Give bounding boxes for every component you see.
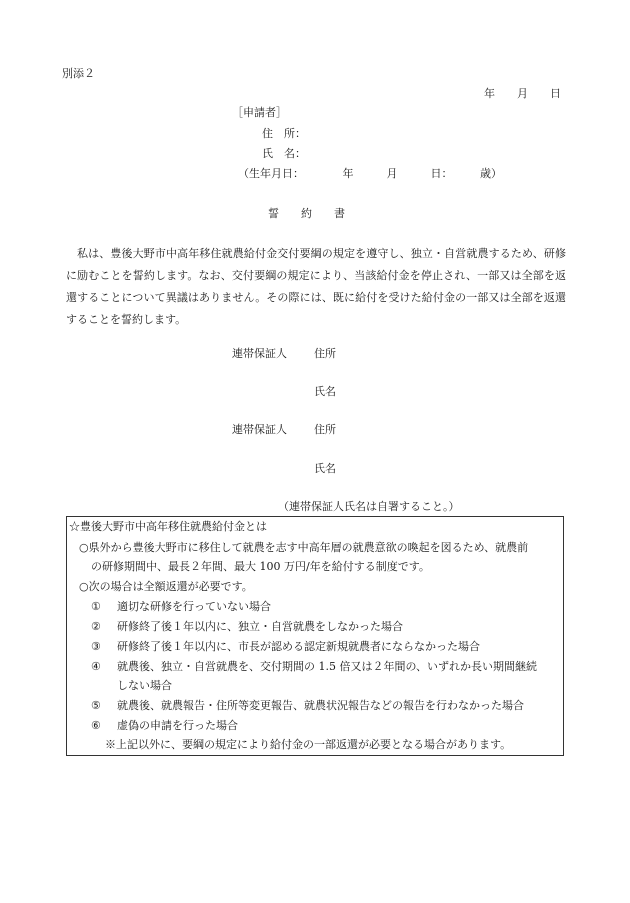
pledge-paragraph: 私は、豊後大野市中高年移住就農給付金交付要綱の規定を遵守し、独立・自営就農するため、研修に励むことを誓約します。なお、交付要綱の規定により、当該給付金を停止され、一部又は全部を返還することについて異議はありません。その際には、既に給付を受けた給付金の一部又は全部を返還することを誓約します。	[66, 247, 566, 326]
attachment-label: 別添２	[62, 67, 95, 80]
pledge-body	[66, 243, 566, 331]
refund-heading: ○次の場合は全額返還が必要です。	[79, 580, 253, 593]
guarantor-1-name-label: 氏名	[314, 385, 336, 398]
info-desc-line-1: ○県外から豊後大野市に移住して就農を志す中高年層の就農意欲の喚起を図るため、就農前	[79, 541, 529, 554]
list-item	[91, 599, 271, 615]
address-label: 住 所：	[262, 127, 306, 140]
document-title: 誓 約 書	[268, 207, 345, 220]
item-number: ⑤	[91, 699, 101, 712]
list-item	[91, 659, 537, 675]
guarantor-1-address-label: 住所	[314, 347, 336, 360]
list-item	[91, 639, 480, 655]
item-text: 就農後、就農報告・住所等変更報告、就農状況報告などの報告を行わなかった場合	[117, 699, 524, 712]
guarantor-2-name-label: 氏名	[314, 462, 336, 475]
date-line: 年 月 日	[484, 87, 561, 100]
info-box	[66, 516, 564, 756]
signature-note: （連帯保証人氏名は自署すること。）	[278, 500, 460, 513]
info-footnote: ※上記以外に、要綱の規定により給付金の一部返還が必要となる場合があります。	[105, 738, 512, 751]
name-label: 氏 名：	[262, 147, 306, 160]
item-text: 研修終了後１年以内に、独立・自営就農をしなかった場合	[117, 620, 403, 633]
info-desc-line-2: の研修期間中、最長２年間、最大 100 万円/年を給付する制度です。	[91, 560, 430, 573]
item-number: ⑥	[91, 719, 101, 732]
item-text: 研修終了後１年以内に、市長が認める認定新規就農者にならなかった場合	[117, 640, 480, 653]
guarantor-2-address-label: 住所	[314, 423, 336, 436]
item-text: しない場合	[117, 679, 172, 692]
item-text: 適切な研修を行っていない場合	[117, 600, 271, 613]
list-item	[91, 619, 403, 635]
list-item	[91, 718, 238, 734]
item-number: ③	[91, 640, 101, 653]
item-number: ②	[91, 620, 101, 633]
guarantor-1-role: 連帯保証人	[232, 347, 287, 360]
birth-date-line: （生年月日： 年 月 日： 歳）	[238, 167, 502, 180]
item-number: ①	[91, 600, 101, 613]
item-text: 就農後、独立・自営就農を、交付期間の 1.5 倍又は２年間の、いずれか長い期間継続	[117, 660, 538, 673]
item-text: 虚偽の申請を行った場合	[117, 719, 238, 732]
applicant-header: ［申請者］	[232, 106, 287, 119]
list-item	[91, 698, 524, 714]
guarantor-2-role: 連帯保証人	[232, 423, 287, 436]
info-heading: ☆豊後大野市中高年移住就農給付金とは	[69, 520, 267, 533]
list-item-continuation	[91, 678, 172, 694]
item-number: ④	[91, 660, 101, 673]
